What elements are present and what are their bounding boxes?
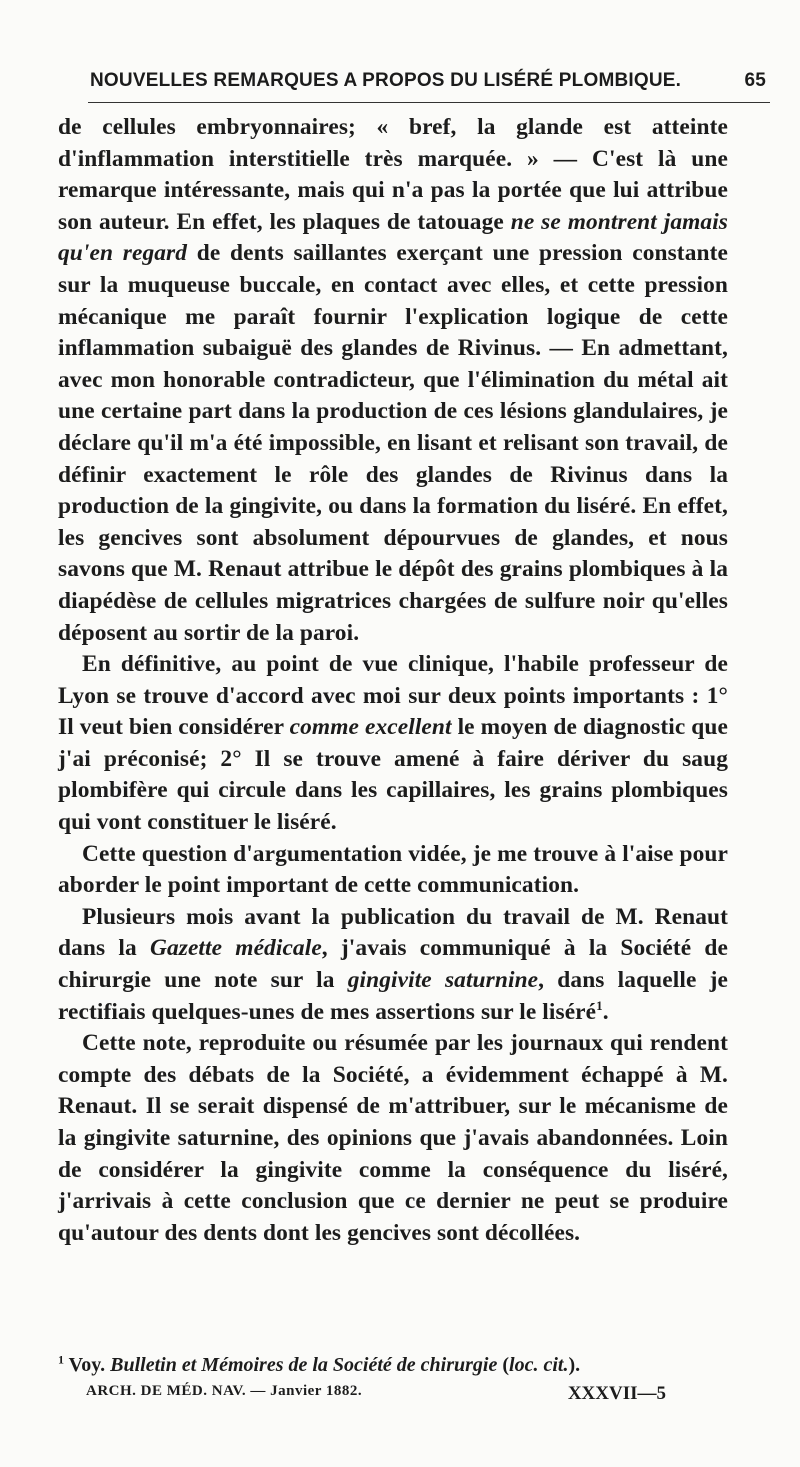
footnote-text-c: ). — [568, 1354, 581, 1376]
footer-journal: ARCH. DE MÉD. NAV. — Janvier 1882. — [86, 1383, 363, 1399]
p1-text-a: de cellules embryonnaires; « bref, la glande est atteinte d'inflammation interstitielle très marquée. » — C'est là une remarque intéressante, mais qui n'a pas la portée que lui attribue son auteur. En effet, les plaques de tatouage — [58, 114, 728, 235]
p2-emphasis: comme excellent — [289, 714, 452, 741]
footnote-emphasis: Bulletin et Mémoires de la Société de chirurgie — [110, 1354, 498, 1376]
p2-text-a: En définitive, au point de vue clinique, l'habile professeur de Lyon se trouve d'accord avec moi sur deux points importants : 1° Il veut bien considérer — [58, 651, 728, 741]
paragraph-3 — [58, 839, 728, 902]
p4-text-b: , j'avais communiqué à la Société de chirurgie une note sur la — [58, 935, 728, 994]
paragraph-2 — [58, 649, 728, 839]
p3-text: Cette question d'argumentation vidée, je me trouve à l'aise pour aborder le point important de cette communication. — [58, 840, 728, 899]
p4-emphasis-2: gingivite saturnine — [347, 967, 539, 994]
p4-text-d: . — [602, 998, 609, 1025]
p1-text-b: de dents saillantes exerçant une pression constante sur la muqueuse buccale, en contact avec elles, et cette pression mécanique me paraît fournir l'explication logique de cette inflammation subaiguë des glandes de Rivinus. — En admettant, avec mon honorable contradicteur, que l'élimination du métal ait une certaine part dans la production de ces lésions glandulaires, je déclare qu'il m'a été impossible, en lisant et relisant son travail, de définir exactement le rôle des glandes de Rivinus dans la production de la gingivite, ou dans la formation du liséré. En effet, les gencives sont absolument dépourvues de glandes, et nous savons que M. Renaut attribue le dépôt des grains plombiques à la diapédèse de cellules migratrices chargées de sulfure noir qu'elles déposent au sortir de la paroi. — [58, 240, 728, 646]
footnote-emphasis-2: loc. cit. — [509, 1354, 569, 1376]
p4-text-a: Plusieurs mois avant la publication du travail de M. Renaut dans la — [58, 903, 728, 962]
footnote — [58, 1354, 738, 1377]
paragraph-5 — [58, 1028, 728, 1249]
p4-emphasis-1: Gazette médicale — [149, 935, 322, 962]
footnote-text-b: ( — [497, 1354, 510, 1376]
page-number: 65 — [744, 70, 766, 91]
paragraph-4 — [58, 902, 728, 1028]
paragraph-1 — [58, 112, 728, 649]
footnote-text-a: Voy. — [68, 1354, 111, 1376]
running-title: NOUVELLES REMARQUES A PROPOS DU LISÉRÉ PLOMBIQUE. — [90, 70, 682, 91]
footnote-number: 1 — [58, 1352, 64, 1367]
p2-text-b: le moyen de diagnostic que j'ai préconisé; 2° Il se trouve amené à faire dériver du saug plombifère qui circule dans les capillaires, les grains plombiques qui vont constituer le liséré. — [58, 714, 728, 836]
body-text — [58, 112, 728, 1249]
footnote-ref: 1 — [596, 997, 603, 1013]
p5-text: Cette note, reproduite ou résumée par les journaux qui rendent compte des débats de la Société, a évidemment échappé à M. Renaut. Il se serait dispensé de m'attribuer, sur le mécanisme de la gingivite saturnine, des opinions que j'avais abandonnées. Loin de considérer la gingivite comme la conséquence du liséré, j'arrivais à cette conclusion que ce dernier ne peut se produire qu'autour des dents dont les gencives sont décollées. — [58, 1030, 728, 1246]
running-header — [90, 70, 766, 92]
p1-emphasis: ne se montrent jamais qu'en regard — [58, 208, 729, 267]
p4-text-c: , dans laquelle je rectifiais quelques-unes de mes assertions sur le liséré — [58, 967, 728, 1025]
header-rule — [88, 102, 770, 103]
footer-signature: XXXVII—5 — [567, 1383, 666, 1404]
page-footer — [86, 1383, 666, 1405]
